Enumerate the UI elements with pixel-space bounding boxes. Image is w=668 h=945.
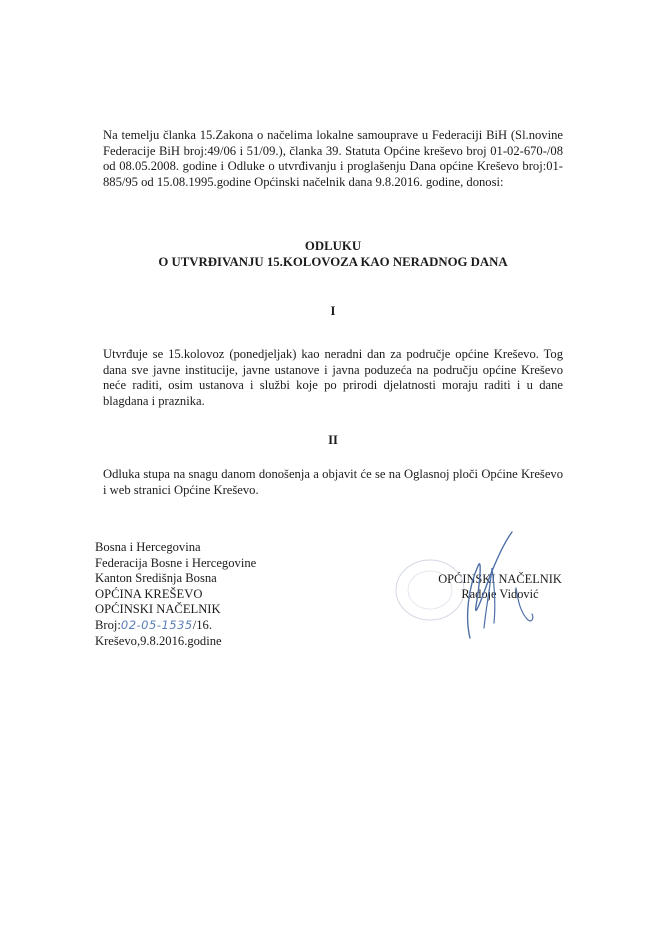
reference-prefix: Broj: [95,617,121,632]
handwritten-reference: 02-05-1535 [120,617,193,632]
article-numeral-2: II [328,433,338,447]
decision-title [103,238,563,270]
article-text-2: Odluka stupa na snagu danom donošenja a objavit će se na Oglasnoj ploči Općine Kreševo i web stranici Općine Kreševo. [103,467,563,497]
decision-title-line-2: O UTVRĐIVANJU 15.KOLOVOZA KAO NERADNOG DANA [158,255,508,269]
preamble-paragraph: Na temelju članka 15.Zakona o načelima lokalne samouprave u Federaciji BiH (Sl.novine Federacije BiH broj:49/06 i 51/09.), članka 39. Statuta Općine kreševo broj 01-02-670-/08 od 08.05.2008. godine i Odluke o utvrđivanju i proglašenju Dana općine Kreševo broj:01-885/95 od 15.08.1995.godine Općinski načelnik dana 9.8.2016. godine, donosi: [103,128,563,189]
signatory-title: OPĆINSKI NAČELNIK [438,572,562,586]
place-date: Kreševo,9.8.2016.godine [95,633,222,648]
handwritten-signature [420,528,540,643]
issuer-line: OPĆINA KREŠEVO [95,586,203,601]
issuer-line: OPĆINSKI NAČELNIK [95,602,221,617]
issuer-line: Federacija Bosne i Hercegovine [95,555,257,570]
issuer-line: Bosna i Hercegovina [95,540,201,554]
issuer-block [95,540,325,649]
decision-title-line-1: ODLUKU [304,239,362,253]
article-numeral-1: I [330,304,336,318]
reference-number [95,618,325,634]
reference-suffix: /16. [192,617,212,632]
issuer-line: Kanton Središnja Bosna [95,571,217,586]
article-text-1: Utvrđuje se 15.kolovoz (ponedjeljak) kao neradni dan za područje općine Kreševo. Tog dana sve javne institucije, javne ustanove i javna poduzeća na području općine Kreševo neće raditi, osim ustanova i službi koje po prirodi djelatnosti moraju raditi i u dane blagdana i praznika. [103,347,563,408]
signatory-name: Radoje Vidović [461,587,539,602]
